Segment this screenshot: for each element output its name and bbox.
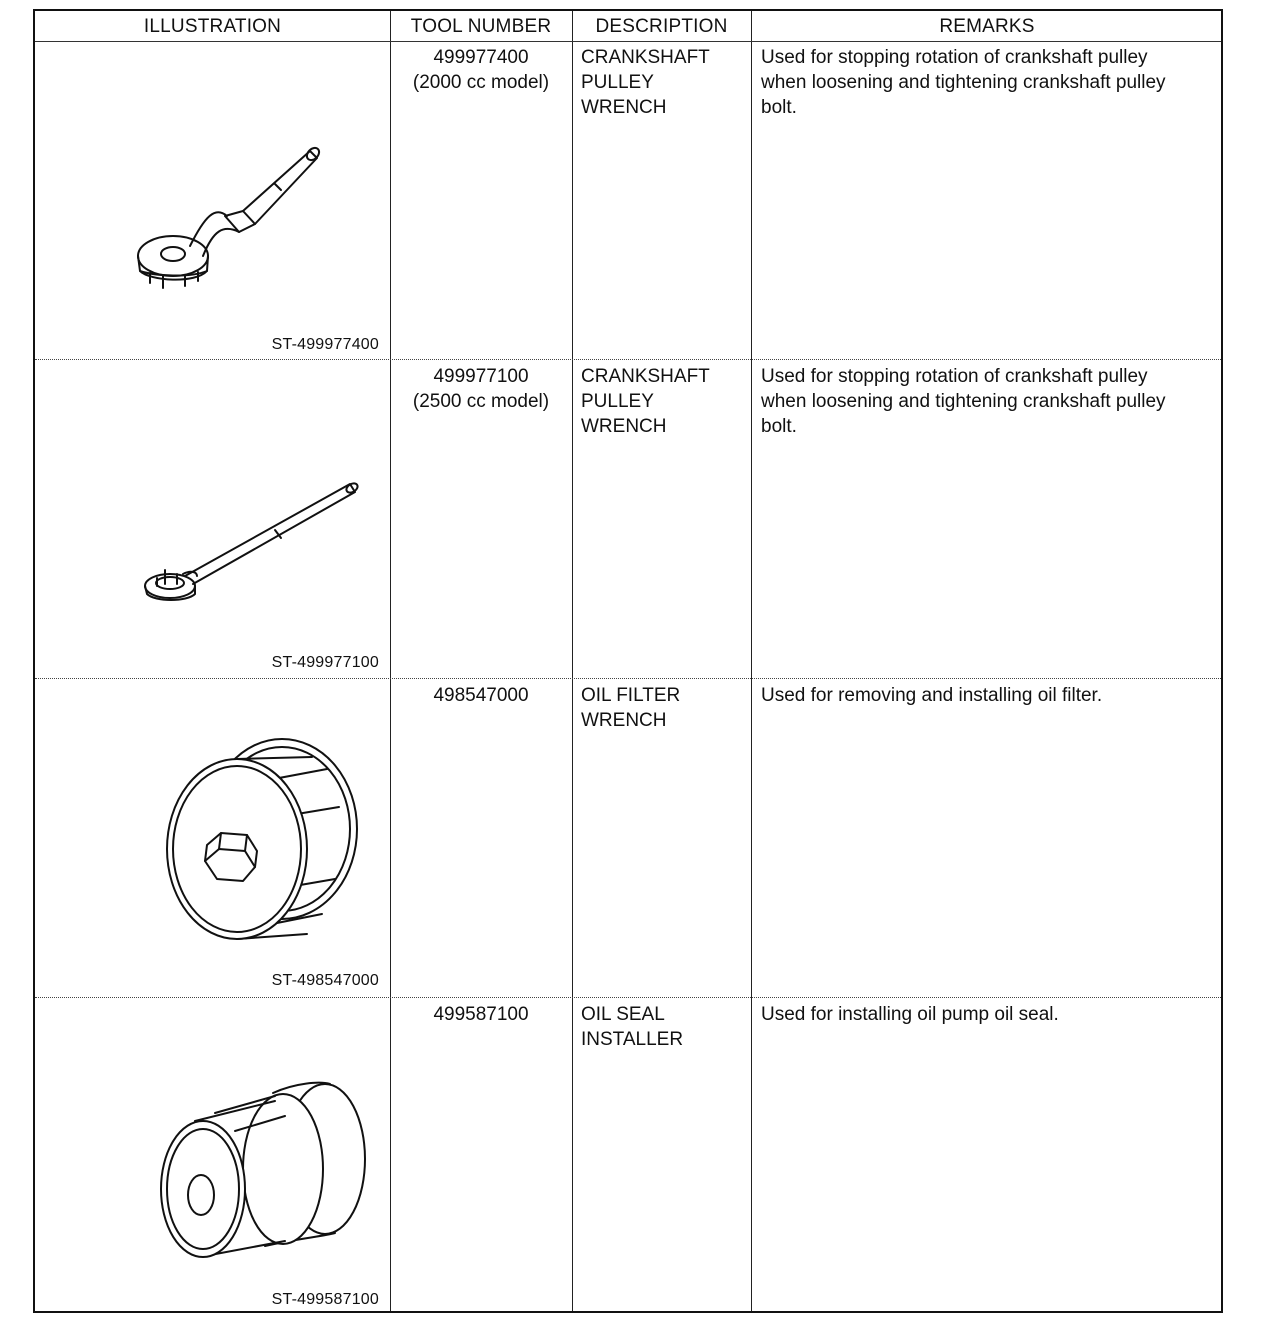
header-remarks: REMARKS	[939, 16, 1035, 37]
description-cell: CRANKSHAFT PULLEY WRENCH	[581, 366, 710, 437]
column-divider	[390, 11, 391, 1311]
tool-number-cell: 499977400 (2000 cc model)	[412, 47, 550, 93]
tool-number-cell: 499587100	[433, 1004, 529, 1025]
illustration-caption: ST-499587100	[271, 1291, 379, 1308]
description-cell: OIL FILTER WRENCH	[581, 685, 681, 731]
description-cell: CRANKSHAFT PULLEY WRENCH	[581, 47, 710, 118]
remarks-cell: Used for installing oil pump oil seal.	[761, 1004, 1059, 1025]
row-divider	[35, 359, 1221, 360]
oil-seal-installer-illustration	[125, 1071, 375, 1271]
special-tools-table	[33, 9, 1223, 1313]
tool-number-cell: 498547000	[433, 685, 529, 706]
illustration-caption: ST-499977100	[271, 654, 379, 671]
crankshaft-pulley-wrench-illustration	[95, 126, 335, 306]
tool-number-cell: 499977100 (2500 cc model)	[412, 366, 550, 412]
description-cell: OIL SEAL INSTALLER	[581, 1004, 684, 1050]
remarks-cell: Used for removing and installing oil filter.	[761, 685, 1103, 706]
oil-filter-wrench-illustration	[127, 729, 367, 959]
column-divider	[572, 11, 573, 1311]
header-description: DESCRIPTION	[595, 16, 728, 37]
illustration-caption: ST-499977400	[271, 336, 379, 353]
illustration-caption: ST-498547000	[271, 972, 379, 989]
header-illustration: ILLUSTRATION	[143, 16, 282, 37]
long-crankshaft-pulley-wrench-illustration	[125, 466, 365, 616]
row-divider	[35, 678, 1221, 679]
column-divider	[751, 11, 752, 1311]
remarks-cell: Used for stopping rotation of crankshaft pulley when loosening and tightening crankshaft pulley bolt.	[761, 366, 1166, 437]
remarks-cell: Used for stopping rotation of crankshaft pulley when loosening and tightening crankshaft pulley bolt.	[761, 47, 1166, 118]
header-tool-number: TOOL NUMBER	[410, 16, 552, 37]
row-divider	[35, 997, 1221, 998]
